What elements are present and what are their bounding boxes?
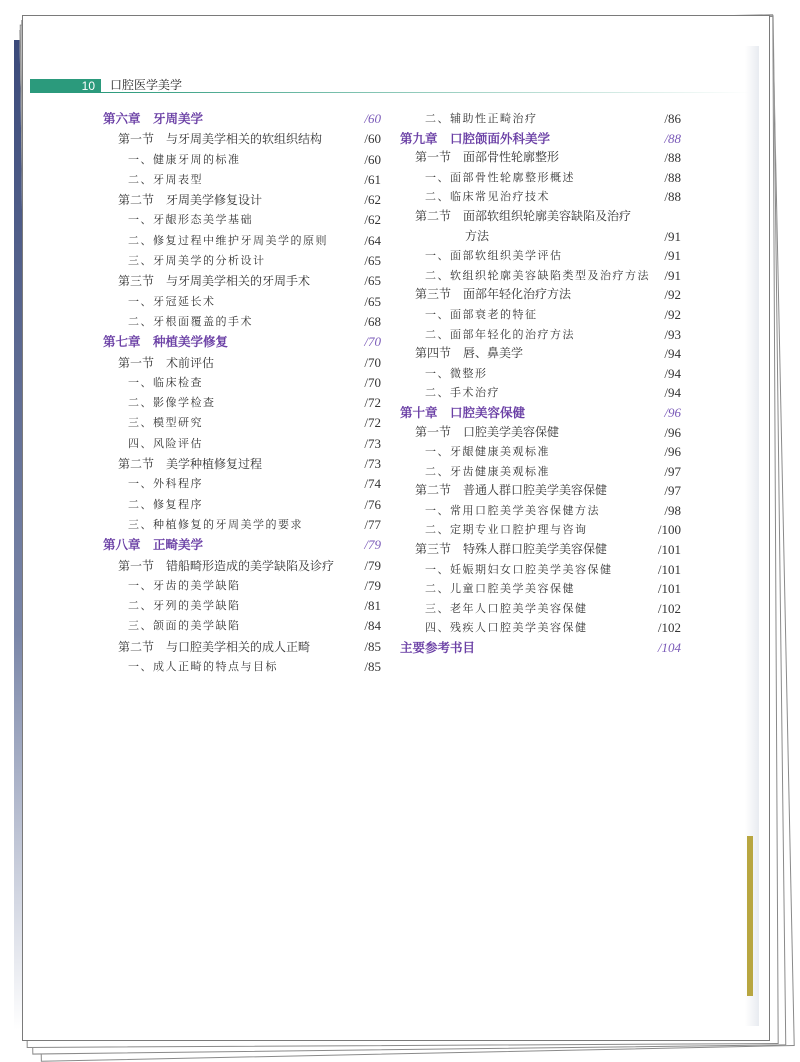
- toc-title: 三、老年人口腔美学美容保健: [425, 601, 588, 615]
- toc-item: [400, 442, 681, 462]
- toc-cont: [400, 227, 681, 247]
- toc-section: [103, 353, 381, 373]
- toc-section: [103, 271, 381, 291]
- toc-title: 一、常用口腔美学美容保健方法: [425, 503, 600, 517]
- toc-page-number: /68: [364, 313, 381, 329]
- toc-page-number: /101: [657, 561, 681, 577]
- toc-page-number: /85: [364, 659, 381, 675]
- toc-item: [400, 520, 681, 540]
- toc-item: [400, 599, 681, 619]
- toc-page-number: /94: [664, 346, 681, 362]
- running-header: [30, 79, 750, 93]
- toc-section: [400, 423, 681, 443]
- toc-section: [103, 190, 381, 210]
- toc-page-number: /91: [664, 267, 681, 283]
- toc-page-number: /60: [364, 111, 381, 126]
- toc-title: 二、牙周表型: [128, 172, 203, 186]
- toc-title: 第二节 美学种植修复过程: [118, 457, 263, 472]
- toc-page-number: /104: [657, 640, 681, 656]
- toc-title: 第一节 错船畸形造成的美学缺陷及诊疗: [118, 558, 335, 573]
- page-number: 10: [30, 79, 101, 93]
- toc-title: 第二节 牙周美学修复设计: [118, 193, 263, 208]
- toc-left-column: [103, 109, 381, 677]
- toc-page-number: /64: [364, 232, 381, 248]
- toc-title: 一、面部骨性轮廓整形概述: [425, 170, 575, 184]
- toc-title: 二、辅助性正畸治疗: [425, 112, 538, 125]
- toc-title: 第九章 口腔颌面外科美学: [400, 130, 551, 146]
- toc-title: 第一节 口腔美学美容保健: [415, 424, 560, 439]
- toc-title: 三、模型研究: [128, 416, 203, 430]
- toc-item: [103, 515, 381, 535]
- toc-page-number: /93: [664, 326, 681, 342]
- toc-section: [400, 148, 681, 168]
- toc-title: 一、牙齿的美学缺陷: [128, 578, 241, 592]
- toc-item: [103, 150, 381, 170]
- toc-item: [400, 364, 681, 384]
- toc-title: 第四节 唇、鼻美学: [415, 346, 524, 361]
- toc-page-number: /79: [364, 537, 381, 553]
- toc-page-number: /72: [364, 395, 381, 411]
- toc-item: [400, 266, 681, 286]
- toc-page-number: /77: [364, 516, 381, 532]
- toc-item: [400, 168, 681, 188]
- toc-page-number: /94: [664, 365, 681, 381]
- toc-title: 二、牙齿健康美观标准: [425, 464, 550, 478]
- toc-title: 二、面部年轻化的治疗方法: [425, 327, 575, 341]
- toc-item: [400, 187, 681, 207]
- toc-page-number: /102: [657, 620, 681, 636]
- toc-page-number: /70: [364, 334, 381, 350]
- toc-page-number: /97: [664, 483, 681, 499]
- toc-page-number: /92: [664, 287, 681, 303]
- toc-title: 一、外科程序: [128, 477, 203, 491]
- toc-title: 二、定期专业口腔护理与咨询: [425, 523, 588, 537]
- toc-page-number: /60: [364, 151, 381, 167]
- toc-page-number: /92: [664, 306, 681, 322]
- toc-section: [400, 481, 681, 501]
- toc-title: 第二节 面部软组织轮廓美容缺陷及治疗: [415, 208, 632, 223]
- toc-page-number: /79: [364, 557, 381, 573]
- toc-page-number: /91: [664, 248, 681, 264]
- toc-title: 第十章 口腔美容保健: [400, 404, 526, 420]
- toc-title: 第二节 普通人群口腔美学美容保健: [415, 483, 608, 498]
- toc-page-number: /86: [664, 111, 681, 126]
- toc-item: [400, 246, 681, 266]
- toc-item: [103, 413, 381, 433]
- toc-title: 二、牙列的美学缺陷: [128, 599, 241, 613]
- toc-item: [103, 170, 381, 190]
- toc-item: [103, 576, 381, 596]
- toc-item: [103, 434, 381, 454]
- page-edge-mark: [747, 836, 753, 996]
- toc-page-number: /100: [657, 522, 681, 538]
- toc-page-number: /73: [364, 435, 381, 451]
- toc-item: [103, 393, 381, 413]
- toc-page-number: /101: [657, 581, 681, 597]
- toc-item: [400, 305, 681, 325]
- toc-item: [400, 579, 681, 599]
- header-rule: [101, 92, 751, 93]
- toc-page-number: /65: [364, 293, 381, 309]
- toc-item: [103, 657, 381, 677]
- toc-item: [400, 501, 681, 521]
- toc-title: 第六章 牙周美学: [103, 111, 204, 126]
- toc-page-number: /73: [364, 456, 381, 472]
- toc-item: [400, 462, 681, 482]
- toc-page-number: /76: [364, 496, 381, 512]
- toc-section: [400, 540, 681, 560]
- toc-page-number: /101: [657, 542, 681, 558]
- toc-page-number: /65: [364, 273, 381, 289]
- toc-page-number: /88: [664, 150, 681, 166]
- toc-page-number: /70: [364, 374, 381, 390]
- toc-page-number: /81: [364, 598, 381, 614]
- toc-title: 一、牙龈健康美观标准: [425, 445, 550, 459]
- toc-page-number: /97: [664, 463, 681, 479]
- toc-page-number: /88: [664, 169, 681, 185]
- toc-item: [103, 312, 381, 332]
- toc-item: [400, 560, 681, 580]
- toc-section: [400, 344, 681, 364]
- toc-title: 一、面部衰老的特征: [425, 307, 538, 321]
- toc-title: 三、牙周美学的分析设计: [128, 254, 266, 268]
- toc-title: 第二节 与口腔美学相关的成人正畸: [118, 639, 311, 654]
- toc-page-number: /61: [364, 171, 381, 187]
- toc-item: [400, 325, 681, 345]
- toc-title: 一、面部软组织美学评估: [425, 249, 563, 263]
- toc-page-number: /62: [364, 212, 381, 228]
- toc-title: 二、牙根面覆盖的手术: [128, 314, 253, 328]
- toc-item: [103, 251, 381, 271]
- toc-page-number: /96: [664, 444, 681, 460]
- toc-item: [400, 109, 681, 129]
- toc-title: 一、妊娠期妇女口腔美学美容保健: [425, 562, 613, 576]
- toc-page-number: /96: [664, 424, 681, 440]
- toc-item: [103, 616, 381, 636]
- toc-item: [400, 618, 681, 638]
- toc-title: 第三节 特殊人群口腔美学美容保健: [415, 542, 608, 557]
- toc-title: 二、临床常见治疗技术: [425, 190, 550, 204]
- toc-item: [103, 596, 381, 616]
- toc-chapter: [400, 638, 681, 658]
- toc-title: 方法: [465, 228, 490, 243]
- toc-item: [103, 474, 381, 494]
- toc-page-number: /85: [364, 638, 381, 654]
- toc-title: 主要参考书目: [400, 640, 476, 656]
- toc-item: [103, 373, 381, 393]
- toc-item: [103, 292, 381, 312]
- toc-page-number: /88: [664, 189, 681, 205]
- toc-title: 三、颌面的美学缺陷: [128, 619, 241, 633]
- toc-item: [103, 231, 381, 251]
- toc-page-number: /96: [664, 404, 681, 420]
- toc-page-number: /79: [364, 577, 381, 593]
- toc-page-number: /102: [657, 600, 681, 616]
- toc-page-number: /60: [364, 131, 381, 147]
- toc-page-number: /98: [664, 502, 681, 518]
- toc-section: [103, 129, 381, 149]
- toc-section: [400, 207, 681, 227]
- toc-title: 四、风险评估: [128, 436, 203, 450]
- toc-section: [103, 454, 381, 474]
- toc-title: 二、修复程序: [128, 497, 203, 511]
- toc-page-number: /91: [664, 228, 681, 244]
- toc-page-number: /65: [364, 253, 381, 269]
- toc-title: 三、种植修复的牙周美学的要求: [128, 517, 303, 531]
- toc-page-number: /84: [364, 618, 381, 634]
- toc-title: 第八章 正畸美学: [103, 537, 204, 553]
- toc-title: 一、健康牙周的标准: [128, 152, 241, 166]
- toc-title: 第七章 种植美学修复: [103, 334, 229, 350]
- toc-title: 一、牙冠延长术: [128, 294, 216, 308]
- toc-chapter: [103, 332, 381, 352]
- toc-page-number: /70: [364, 354, 381, 370]
- toc-page-number: /72: [364, 415, 381, 431]
- toc-title: 四、残疾人口腔美学美容保健: [425, 621, 588, 635]
- toc-title: 一、临床检查: [128, 375, 203, 389]
- toc-title: 二、手术治疗: [425, 386, 500, 400]
- toc-page-number: /94: [664, 385, 681, 401]
- toc-item: [400, 383, 681, 403]
- toc-title: 二、儿童口腔美学美容保健: [425, 582, 575, 596]
- toc-page-number: /74: [364, 476, 381, 492]
- toc-title: 二、修复过程中维护牙周美学的原则: [128, 233, 328, 247]
- toc-chapter: [400, 129, 681, 149]
- toc-section: [400, 285, 681, 305]
- toc-title: 二、影像学检查: [128, 396, 216, 410]
- toc-title: 第三节 面部年轻化治疗方法: [415, 287, 572, 302]
- toc-title: 一、微整形: [425, 366, 488, 380]
- toc-title: 第一节 与牙周美学相关的软组织结构: [118, 132, 323, 147]
- toc-item: [103, 495, 381, 515]
- book-title: 口腔医学美学: [110, 78, 183, 92]
- toc-title: 一、牙龈形态美学基础: [128, 213, 253, 227]
- toc-title: 一、成人正畸的特点与目标: [128, 660, 278, 674]
- toc-right-column: [400, 109, 681, 658]
- toc-section: [103, 637, 381, 657]
- toc-item: [103, 210, 381, 230]
- toc-title: 第三节 与牙周美学相关的牙周手术: [118, 274, 311, 289]
- toc-title: 二、软组织轮廓美容缺陷类型及治疗方法: [425, 268, 650, 282]
- toc-chapter: [103, 535, 381, 555]
- toc-section: [103, 556, 381, 576]
- toc-title: 第一节 面部骨性轮廓整形: [415, 150, 560, 165]
- toc-page-number: /88: [664, 130, 681, 146]
- toc-page-number: /62: [364, 192, 381, 208]
- toc-chapter: [103, 109, 381, 129]
- toc-chapter: [400, 403, 681, 423]
- toc-title: 第一节 术前评估: [118, 355, 215, 370]
